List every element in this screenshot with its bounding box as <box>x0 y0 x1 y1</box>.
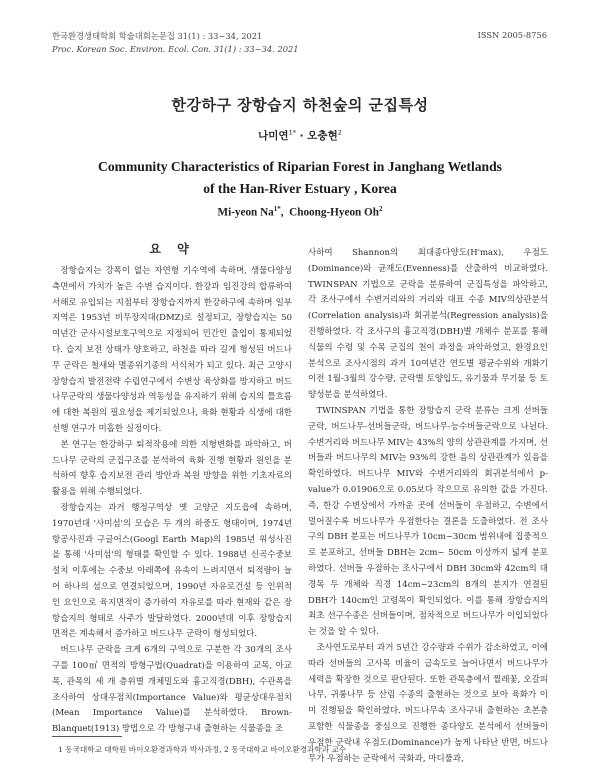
author-2-korean: 오충현 <box>307 130 338 142</box>
author-1-mark: 1* <box>288 128 296 137</box>
author-1-english-mark: 1* <box>273 205 281 213</box>
title-english-line-2: of the Han-River Estuary , Korea <box>203 181 397 196</box>
footnote-divider <box>52 736 122 737</box>
abstract-heading: 요 약 <box>149 242 195 256</box>
author-1-korean: 나미연 <box>258 130 289 142</box>
abstract-paragraph: 장항습지는 과거 행정구역상 옛 고양군 지도읍에 속하며, 1970년대 '사미섬'의 모습은 두 개의 하중도 형태이며, 1974년 항공사진과 구글어스(Googl Earth Map)의 1985년 위성사진을 통해 '사미섬'의 형태를 확인할 수 있다. 1988년 신곡수중보 설치 이후에는 수중보 아래쪽에 유속이 느려지면서 퇴적량이 늘어 하나의 섬으로 연결되었으며, 1990년 자유로건설 등 인위적인 요인으로 육지면적이 증가하여 자유로를 따라 현재와 같은 장항습지의 형태로 사주가 발달하였다. 2000년대 이후 장항습지 면적은 계속해서 증가하고 버드나무 군락이 형성되었다. <box>52 502 292 640</box>
author-1-english: Mi-yeon Na <box>217 206 274 219</box>
abstract-paragraph: 장항습지는 강폭이 없는 자연형 기수역에 속하며, 생물다양성 측면에서 가치가 높은 수변 습지이다. 한강과 임진강의 합류하여 서해로 유입되는 지점부터 장항습지까지 한강하구에 속하며 일부지역은 1953년 비무장지대(DMZ)로 설정되고, 장항습지는 50여년간 군사시설보호구역으로 지정되어 민간인 출입이 통제되었다. 습지 보전 상태가 양호하고, 하천을 따라 길게 형성된 버드나무 군락은 철새와 멸종위기종의 서식처가 되고 있다. 최근 고양시 장항습지 발전전략 수립연구에서 수변상 육상화를 방지하고 버드나무군락의 생물다양성과 역동성을 유지하기 위해 습지의 틀흐름에 대한 복원의 필요성을 제기되었으나, 육화 현황과 식생에 대한 선행 연구가 미흡한 실정이다. <box>52 266 292 434</box>
journal-name-english: Proc. Korean Soc. Environ. Ecol. Con. 31(1) : 33~34. 2021 <box>52 44 299 54</box>
footnote-text: 동국대학교 대학원 바이오환경과학과 박사과정, 2 동국대학교 바이오환경과학과 교수 <box>62 745 347 754</box>
footnote <box>58 744 346 755</box>
author-english-separator: , <box>280 206 290 219</box>
journal-header <box>52 30 299 56</box>
left-column <box>52 240 292 738</box>
author-2-english-mark: 2 <box>378 205 383 213</box>
right-column <box>308 246 548 767</box>
footnote-number: 1 <box>58 745 63 754</box>
title-korean: 한강하구 장항습지 하천숲의 군집특성 <box>171 96 429 114</box>
issn: ISSN 2005-8756 <box>477 30 547 40</box>
abstract-paragraph: TWINSPAN 기법을 통한 장항습지 군락 분류는 크게 선버들군락, 버드나무-선버들군락, 버드나무-능수버들군락으로 나뉜다. 수변거리와 버드나무 MIV는 43%의 양의 상관관계를 가지며, 선버들과 버드나무의 MIV는 93%의 강한 음의 상관관계가 있음을 확인하였다. 버드나무 MIV와 수변거리와의 회귀분석에서 p-value가 0.01906으로 0.05보다 작으므로 유의한 값을 가진다. 즉, 한강 수변상에서 가까운 곳에 선버들이 우점하고, 수변에서 멀어질수록 버드나무가 우점한다는 결론을 도출하였다. 전 조사구의 DBH 분포는 버드나무가 10cm~30cm 범위내에 집중적으로 분포하고, 선버들 DBH는 2cm~ 50cm 이상까지 넓게 분포하였다. 선버들 우점하는 조사구에서 DBH 30cm와 42cm의 대경목 두 개체와 직경 14cm~23cm의 8개의 분지가 연결된 DBH가 140cm인 고령목이 확인되었다. 이를 통해 장항습지의 최초 선구수종은 선버들이며, 점차적으로 버드나무가 이입되었다는 것을 알 수 있다. <box>308 405 548 638</box>
title-english-line-1: Community Characteristics of Riparian Forest in Janghang Wetlands <box>98 159 502 174</box>
authors-english <box>0 205 600 219</box>
author-separator: · <box>295 130 308 142</box>
journal-name-korean: 한국환경생태학회 학술대회논문집 31(1) : 33~34, 2021 <box>52 31 263 41</box>
abstract-paragraph: 본 연구는 한강하구 퇴적작용에 의한 지형변화를 파악하고, 버드나무 군락의 군집구조를 분석하여 육화 진행 현황과 원인을 분석하여 향후 습지보전 관리 방안과 복원 방향을 위한 기초자료의 활용을 위해 수행되었다. <box>52 439 292 498</box>
author-2-english: Choong-Hyeon Oh <box>289 206 379 219</box>
abstract-paragraph: 사하여 Shannon의 최대종다양도(H'max), 우점도(Dominance)와 균재도(Evenness)를 산출하여 비교하였다. TWINSPAN 기법으로 군락을 분류하여 군집특성을 파악하고, 각 조사구에서 수변거리와의 거리와 대표 수종 MIV의상관분석(Correlation analysis)과 회귀분석(Regression analysis)을 진행하였다. 각 조사구의 흉고직경(DBH)별 개체수 분포를 통해 식물의 수령 및 수목 군집의 천이 과정을 파악하였고, 환경요인 분석으로 조사시점의 과거 10여년간 연도별 평균수위와 개화기 이전 1월-3월의 강수량, 군락별 토양입도, 유기물과 무기물 등 토양성분을 분석하였다. <box>308 248 548 401</box>
author-2-mark: 2 <box>337 128 342 137</box>
abstract-paragraph: 조사연도로부터 과거 5년간 강수량과 수위가 감소하였고, 이에 따라 선버들의 고사목 비율이 급속도로 늘어나면서 버드나무가 세력을 확장한 것으로 판단된다. 또한 관목층에서 찔레꽃, 오갈피나무, 귀룽나무 등 산림 수종의 출현하는 것으로 보아 육화가 이미 진행됨을 확인하였다. 버드나무속 조사구내 출현하는 초본층 포함한 식물종을 중심으로 진행한 종다양도 분석에서 선버들이 우점한 군락내 우점도(Dominance)가 높게 나타난 반면, 버드나무가 우점하는 군락에서 국화과, 마디풀과, <box>308 642 548 764</box>
authors-korean <box>0 128 600 143</box>
abstract-paragraph: 버드나무 군락을 크게 6개의 구역으로 구분한 각 30개의 조사구를 100㎡ 면적의 방형구법(Quadrat)을 이용하여 교목, 아교목, 관목의 세 개 층위별 개체밀도와 흉고직경(DBH), 수관폭을 조사하여 상대우점치(Importance Value)와 평균상대우점치(Mean Importance Value)를 분석하였다. Brown-Blanquet(1913) 방법으로 각 방형구내 출현하는 식물종을 조 <box>52 645 292 735</box>
title-english <box>0 156 600 200</box>
